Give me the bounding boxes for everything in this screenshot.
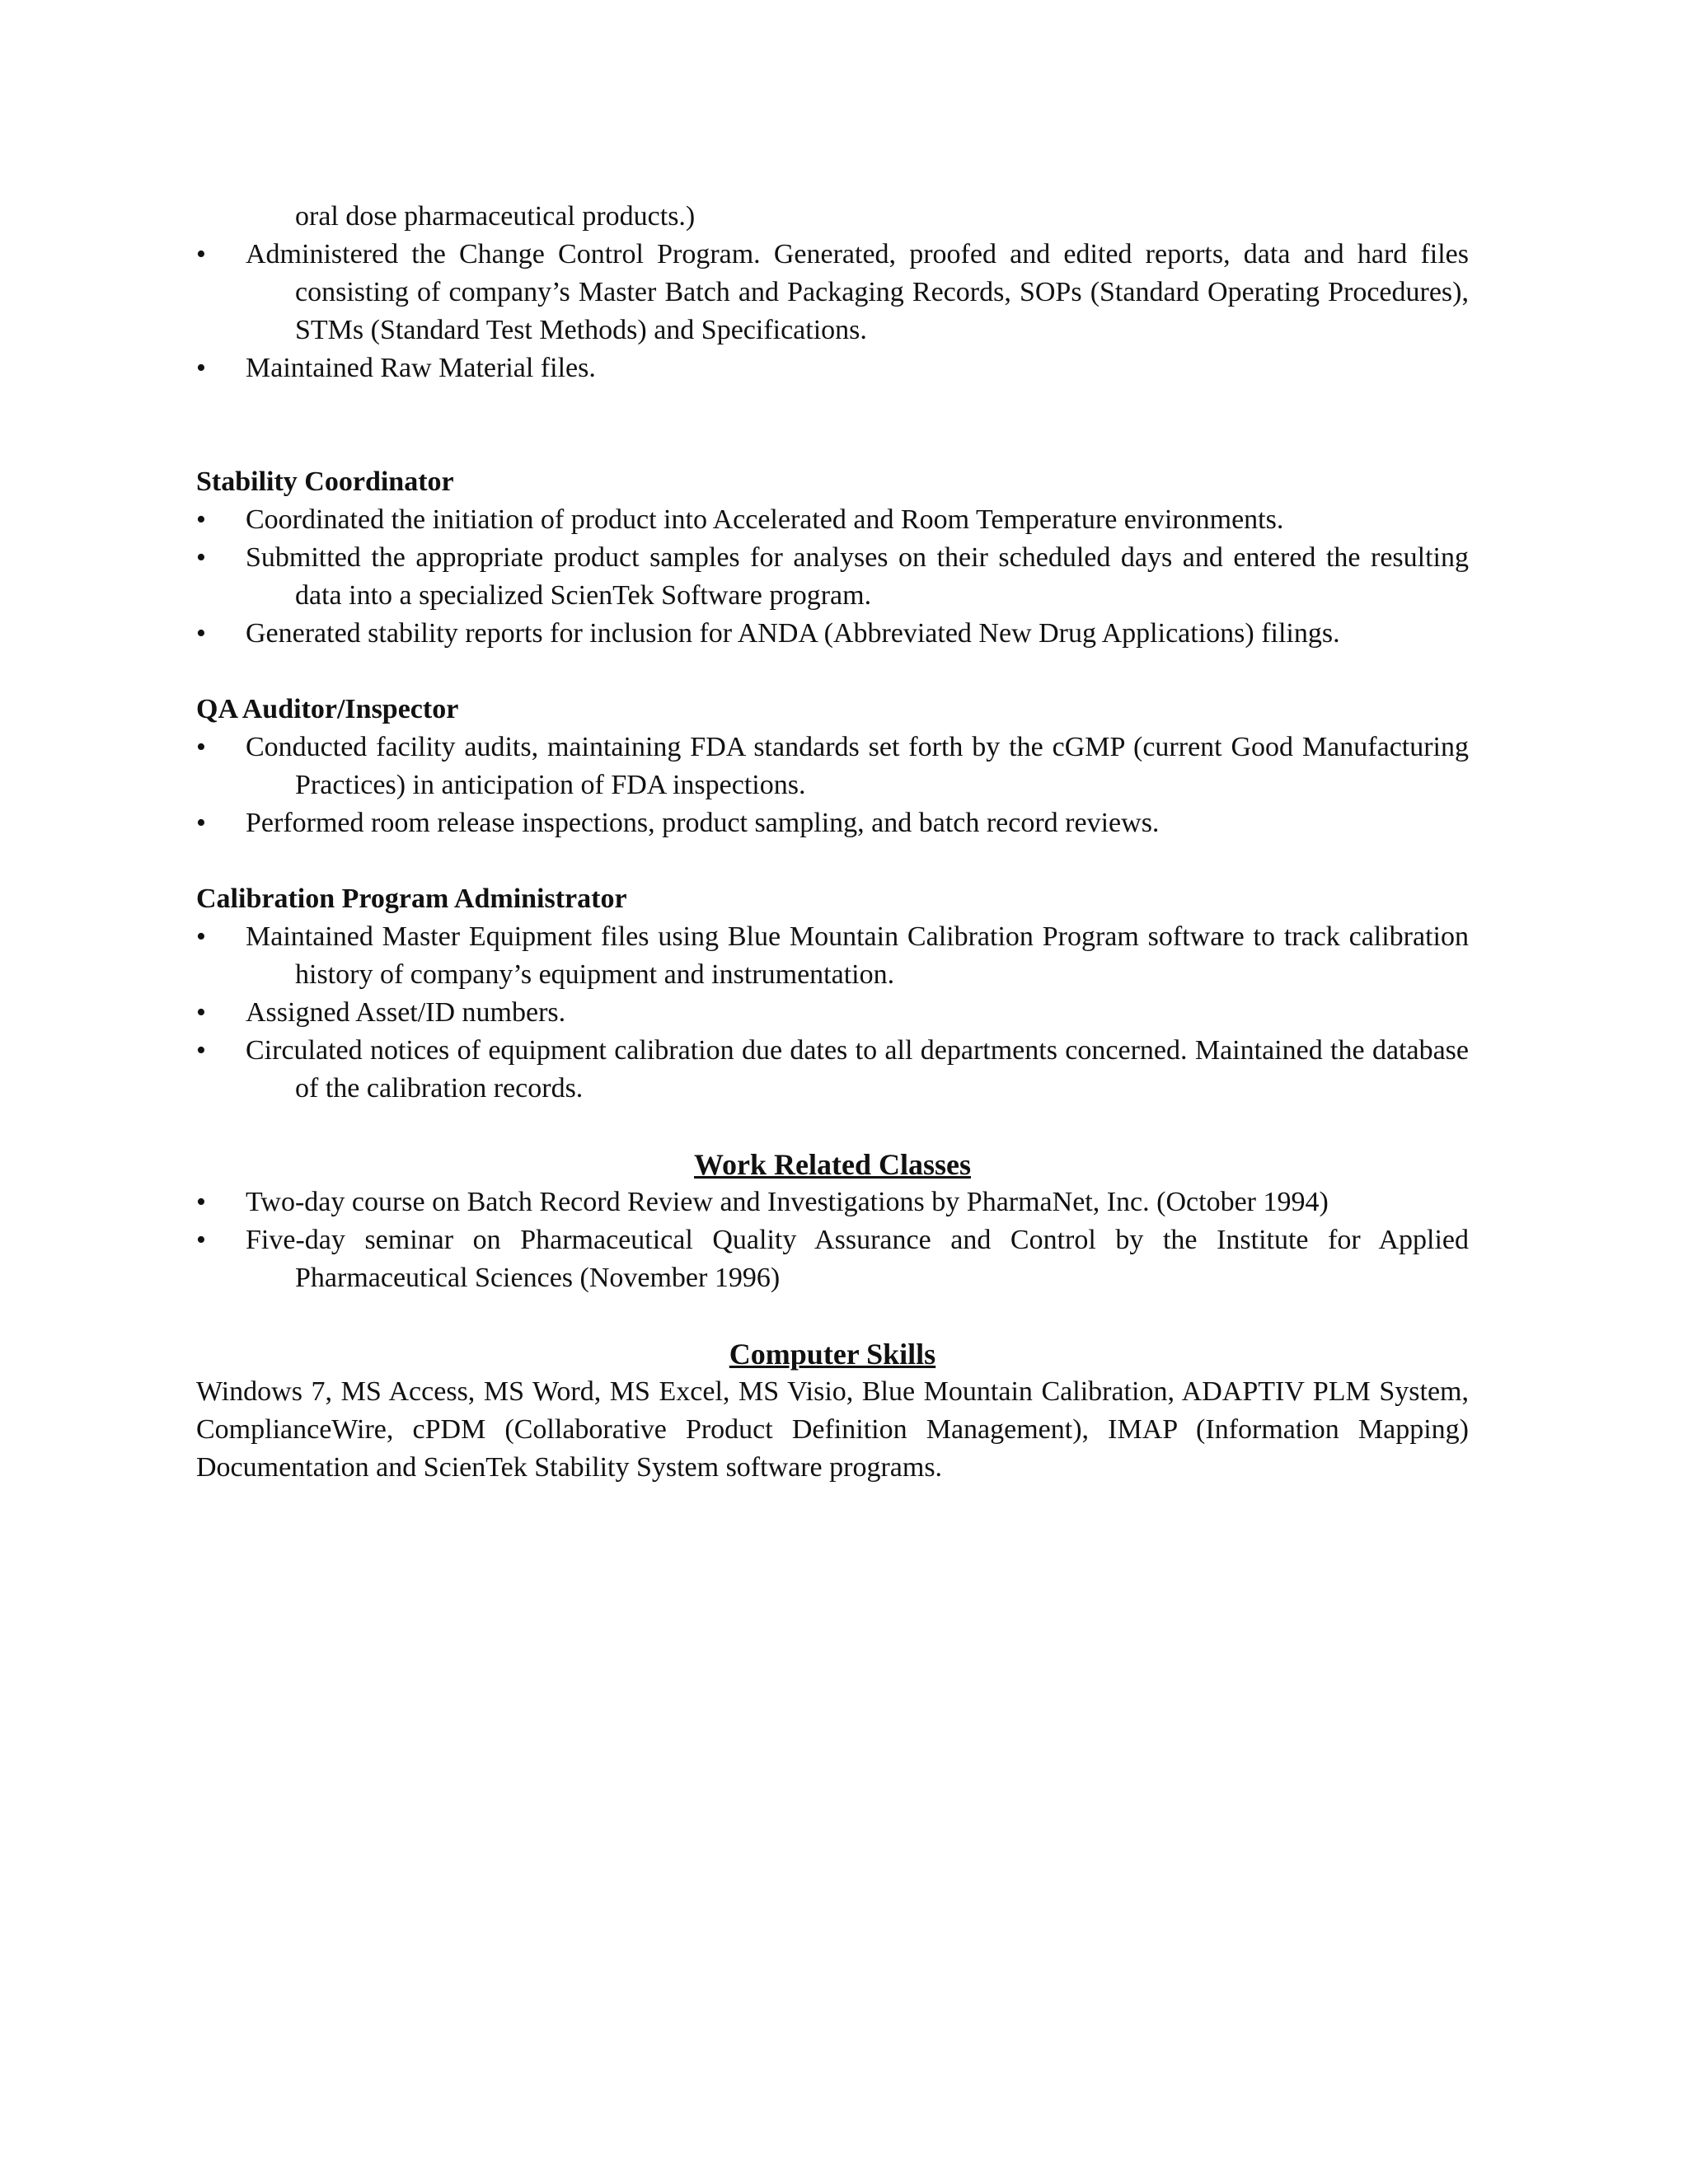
computer-skills-text: Windows 7, MS Access, MS Word, MS Excel, MS Visio, Blue Mountain Calibration, ADAPTIV PLM System, ComplianceWire, cPDM (Collaborative Product Definition Management), IMAP (Information Mapping) Documentation and ScienTek Stability System software programs. <box>196 1376 1469 1483</box>
bullet-icon: • <box>196 239 206 269</box>
section-heading: Calibration Program Administrator <box>196 883 627 914</box>
bullet-icon: • <box>196 618 206 649</box>
top-bullet-list <box>196 236 1469 387</box>
section-heading: Work Related Classes <box>694 1148 971 1181</box>
resume-page <box>196 198 1469 1487</box>
bullet-text: Maintained Raw Material files. <box>246 353 596 383</box>
bullet-icon: • <box>196 997 206 1028</box>
bullet-text: Two-day course on Batch Record Review and Investigations by PharmaNet, Inc. (October 1994) <box>246 1187 1329 1217</box>
bullet-icon: • <box>196 1035 206 1066</box>
bullet-icon: • <box>196 1187 206 1217</box>
section-computer-skills <box>196 1335 1469 1487</box>
bullet-icon: • <box>196 732 206 762</box>
bullet-icon: • <box>196 353 206 383</box>
bullet-icon: • <box>196 808 206 838</box>
continuation-line: oral dose pharmaceutical products.) <box>295 201 696 232</box>
bullet-text: Five-day seminar on Pharmaceutical Quality Assurance and Control by the Institute for Applied Pharmaceutical Sciences (November 1996) <box>246 1225 1469 1293</box>
bullet-icon: • <box>196 1225 206 1255</box>
list-item <box>196 236 1469 349</box>
section-heading: QA Auditor/Inspector <box>196 694 459 724</box>
list-item <box>196 615 1469 653</box>
section-qa-auditor <box>196 691 1469 842</box>
bullet-text: Assigned Asset/ID numbers. <box>246 997 566 1028</box>
list-item <box>196 349 1469 387</box>
bullet-text: Submitted the appropriate product samples for analyses on their scheduled days and entered the resulting data into a specialized ScienTek Software program. <box>246 542 1469 611</box>
bullet-text: Generated stability reports for inclusion for ANDA (Abbreviated New Drug Applications) filings. <box>246 618 1340 649</box>
list-item <box>196 994 1469 1032</box>
bullet-icon: • <box>196 504 206 535</box>
section-heading: Computer Skills <box>729 1338 936 1371</box>
section-heading: Stability Coordinator <box>196 466 454 497</box>
bullet-text: Circulated notices of equipment calibration due dates to all departments concerned. Maintained the database of the calibration records. <box>246 1035 1469 1104</box>
section-calibration-admin <box>196 880 1469 1108</box>
list-item <box>196 729 1469 804</box>
bullet-list <box>196 501 1469 653</box>
section-work-related-classes <box>196 1146 1469 1297</box>
bullet-text: Coordinated the initiation of product into Accelerated and Room Temperature environments. <box>246 504 1284 535</box>
bullet-text: Administered the Change Control Program. Generated, proofed and edited reports, data and hard files consisting of company’s Master Batch and Packaging Records, SOPs (Standard Operating Procedures), STMs (Standard Test Methods) and Specifications. <box>246 239 1469 345</box>
list-item <box>196 1221 1469 1297</box>
list-item <box>196 1183 1469 1221</box>
list-item <box>196 918 1469 994</box>
bullet-text: Performed room release inspections, product sampling, and batch record reviews. <box>246 808 1160 838</box>
bullet-list <box>196 729 1469 842</box>
list-item <box>196 804 1469 842</box>
bullet-list <box>196 918 1469 1108</box>
bullet-icon: • <box>196 542 206 573</box>
section-stability-coordinator <box>196 463 1469 653</box>
list-item <box>196 501 1469 539</box>
bullet-icon: • <box>196 921 206 952</box>
bullet-text: Maintained Master Equipment files using Blue Mountain Calibration Program software to track calibration history of company’s equipment and instrumentation. <box>246 921 1469 990</box>
bullet-text: Conducted facility audits, maintaining FDA standards set forth by the cGMP (current Good Manufacturing Practices) in anticipation of FDA inspections. <box>246 732 1469 800</box>
list-item <box>196 1032 1469 1108</box>
list-item <box>196 539 1469 615</box>
bullet-list <box>196 1183 1469 1297</box>
